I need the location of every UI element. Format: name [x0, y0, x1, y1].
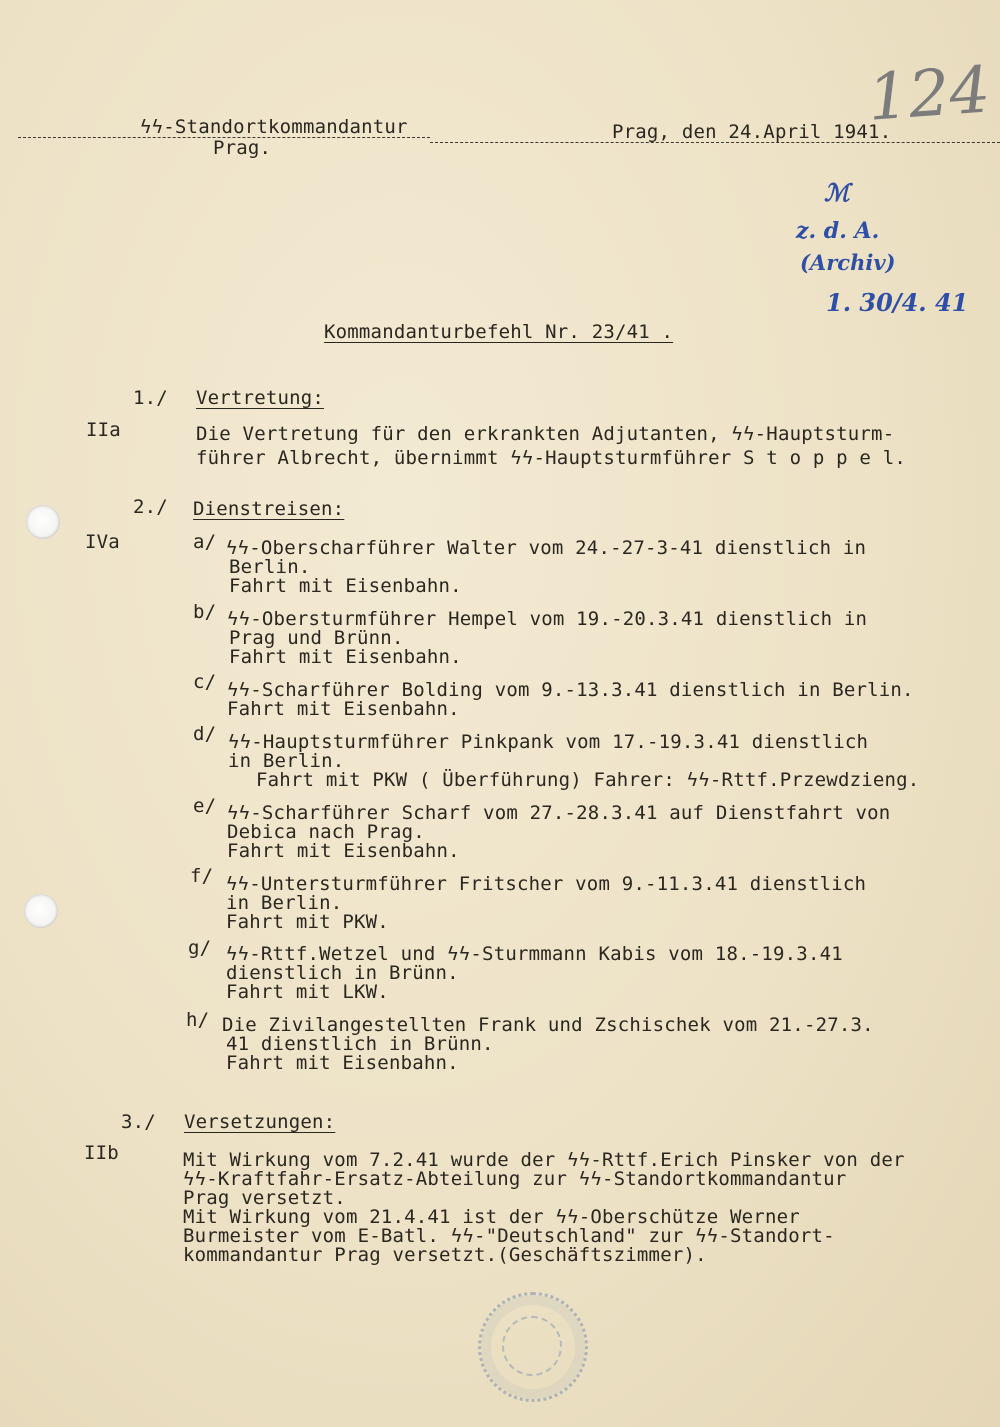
item-f-letter: f/ — [190, 865, 214, 887]
section-1-line-1: Die Vertretung für den erkrankten Adjutanten, ϟϟ-Hauptsturm- — [196, 423, 895, 445]
item-c-line-1: ϟϟ-Scharführer Bolding vom 9.-13.3.41 dienstlich in Berlin. — [227, 679, 914, 701]
section-1-code: IIa — [86, 419, 121, 441]
section-1-line-2: führer Albrecht, übernimmt ϟϟ-Hauptsturmführer S t o p p e l. — [196, 447, 906, 469]
office-line-1: ϟϟ-Standortkommandantur — [140, 116, 408, 138]
section-2-number: 2./ — [133, 496, 168, 518]
archive-number: 124 — [865, 53, 993, 136]
item-g-line-3: Fahrt mit LKW. — [226, 981, 389, 1003]
section-3-heading: Versetzungen: — [184, 1111, 336, 1133]
item-e-line-2: Debica nach Prag. — [227, 821, 425, 843]
section-1-number: 1./ — [133, 387, 168, 409]
item-f-line-3: Fahrt mit PKW. — [226, 911, 389, 933]
section-3-line-2: ϟϟ-Kraftfahr-Ersatz-Abteilung zur ϟϟ-Standortkommandantur — [183, 1168, 847, 1190]
item-b-line-3: Fahrt mit Eisenbahn. — [229, 646, 462, 668]
item-g-line-1: ϟϟ-Rttf.Wetzel und ϟϟ-Sturmmann Kabis vom 18.-19.3.41 — [226, 943, 843, 965]
section-3-number: 3./ — [121, 1111, 156, 1133]
punch-hole-top — [26, 505, 60, 539]
section-2-code: IVa — [85, 531, 120, 553]
item-h-line-2: 41 dienstlich in Brünn. — [226, 1033, 494, 1055]
section-3-line-6: kommandantur Prag versetzt.(Geschäftszimmer). — [183, 1244, 707, 1266]
punch-hole-bottom — [24, 894, 58, 928]
item-f-line-2: in Berlin. — [226, 892, 343, 914]
item-e-line-3: Fahrt mit Eisenbahn. — [227, 840, 460, 862]
section-3-line-1: Mit Wirkung vom 7.2.41 wurde der ϟϟ-Rttf.Erich Pinsker von der — [183, 1149, 905, 1171]
item-a-line-2: Berlin. — [229, 556, 311, 578]
item-b-line-2: Prag und Brünn. — [229, 627, 404, 649]
section-3-code: IIb — [84, 1142, 119, 1164]
item-c-line-2: Fahrt mit Eisenbahn. — [227, 698, 460, 720]
item-a-line-1: ϟϟ-Oberscharführer Walter vom 24.-27-3-41 dienstlich in — [226, 537, 867, 559]
item-b-letter: b/ — [193, 601, 217, 623]
item-b-line-1: ϟϟ-Obersturmführer Hempel vom 19.-20.3.41 dienstlich in — [227, 608, 868, 630]
faded-stamp-inner — [502, 1316, 562, 1376]
office-line-2: Prag. — [213, 137, 272, 159]
item-d-line-1: ϟϟ-Hauptsturmführer Pinkpank vom 17.-19.3.41 dienstlich — [228, 731, 869, 753]
item-d-line-3: Fahrt mit PKW ( Überführung) Fahrer: ϟϟ-Rttf.Przewdzieng. — [256, 769, 920, 791]
annotation-line-2: z. d. A. — [796, 218, 880, 244]
item-d-letter: d/ — [193, 723, 217, 745]
section-3-line-4: Mit Wirkung vom 21.4.41 ist der ϟϟ-Oberschütze Werner — [183, 1206, 800, 1228]
annotation-line-1: ℳ — [824, 178, 850, 207]
item-h-letter: h/ — [186, 1009, 210, 1031]
item-g-line-2: dienstlich in Brünn. — [226, 962, 459, 984]
item-f-line-1: ϟϟ-Untersturmführer Fritscher vom 9.-11.3.41 dienstlich — [226, 873, 867, 895]
section-3-line-3: Prag versetzt. — [183, 1187, 346, 1209]
section-3-line-5: Burmeister vom E-Batl. ϟϟ-"Deutschland" zur ϟϟ-Standort- — [183, 1225, 835, 1247]
item-e-line-1: ϟϟ-Scharführer Scharf vom 27.-28.3.41 auf Dienstfahrt von — [227, 802, 891, 824]
item-c-letter: c/ — [193, 671, 217, 693]
document-title: Kommandanturbefehl Nr. 23/41 . — [324, 321, 674, 343]
item-a-line-3: Fahrt mit Eisenbahn. — [229, 575, 462, 597]
item-e-letter: e/ — [193, 795, 217, 817]
item-d-line-2: in Berlin. — [228, 750, 345, 772]
item-a-letter: a/ — [193, 531, 217, 553]
section-2-heading: Dienstreisen: — [193, 498, 345, 520]
item-h-line-1: Die Zivilangestellten Frank und Zschischek vom 21.-27.3. — [222, 1014, 874, 1036]
item-h-line-3: Fahrt mit Eisenbahn. — [226, 1052, 459, 1074]
item-g-letter: g/ — [188, 937, 212, 959]
section-1-heading: Vertretung: — [196, 387, 325, 409]
place-date: Prag, den 24.April 1941. — [612, 121, 892, 143]
annotation-line-4: 1. 30/4. 41 — [826, 288, 969, 317]
annotation-line-3: (Archiv) — [800, 250, 896, 275]
